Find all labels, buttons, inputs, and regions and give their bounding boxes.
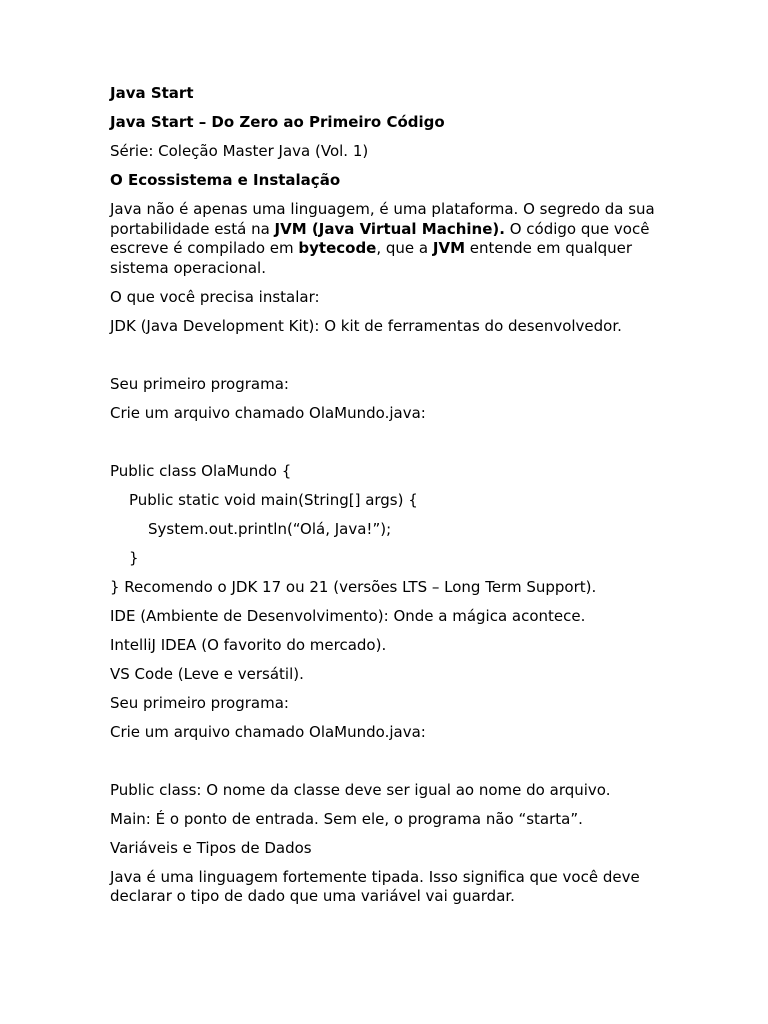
first-program-label: Seu primeiro programa: — [110, 374, 289, 393]
code-line-close-main: } — [129, 548, 139, 567]
create-file-instruction: Crie um arquivo chamado OlaMundo.java: — [110, 403, 426, 422]
doc-subtitle: Java Start – Do Zero ao Primeiro Código — [110, 113, 445, 131]
variables-paragraph: Java é uma linguagem fortemente tipada. Isso significa que você deve declarar o tipo de dado que uma variável vai guardar. — [110, 867, 640, 905]
intro-text-1: Java não é apenas uma linguagem, é uma plataforma. O segredo da sua portabilidade está na — [110, 200, 655, 238]
code-line-println: System.out.println(“Olá, Java!”); — [148, 519, 392, 538]
variables-heading: Variáveis e Tipos de Dados — [110, 838, 312, 857]
install-label: O que você precisa instalar: — [110, 287, 320, 306]
jvm-term: JVM — [432, 239, 466, 257]
intro-text-4: entende em qualquer sistema operacional. — [110, 239, 633, 277]
section-heading-ecosystem: O Ecossistema e Instalação — [110, 171, 341, 189]
code-line-main: Public static void main(String[] args) { — [129, 490, 418, 509]
bytecode-term: bytecode — [298, 239, 377, 257]
main-note: Main: É o ponto de entrada. Sem ele, o programa não “starta”. — [110, 809, 583, 828]
intro-text-2: O código que você escreve é compilado em — [110, 219, 650, 257]
intro-paragraph — [110, 200, 670, 278]
code-line-close-class: } Recomendo o JDK 17 ou 21 (versões LTS – Long Term Support). — [110, 577, 597, 596]
intellij-item: IntelliJ IDEA (O favorito do mercado). — [110, 635, 387, 654]
blank-line — [110, 752, 670, 781]
ide-item: IDE (Ambiente de Desenvolvimento): Onde a mágica acontece. — [110, 606, 586, 625]
vscode-item: VS Code (Leve e versátil). — [110, 664, 304, 683]
intro-text-3: , que a — [376, 239, 433, 257]
jdk-item: JDK (Java Development Kit): O kit de ferramentas do desenvolvedor. — [110, 316, 622, 335]
blank-line — [110, 433, 670, 462]
series-line: Série: Coleção Master Java (Vol. 1) — [110, 142, 369, 160]
jvm-full-term: JVM (Java Virtual Machine). — [274, 219, 505, 238]
blank-line — [110, 346, 670, 375]
public-class-note: Public class: O nome da classe deve ser igual ao nome do arquivo. — [110, 780, 611, 799]
doc-title: Java Start — [110, 84, 194, 102]
document-body — [110, 84, 670, 916]
create-file-instruction-2: Crie um arquivo chamado OlaMundo.java: — [110, 722, 426, 741]
first-program-label-2: Seu primeiro programa: — [110, 693, 289, 712]
code-line-class: Public class OlaMundo { — [110, 461, 292, 480]
